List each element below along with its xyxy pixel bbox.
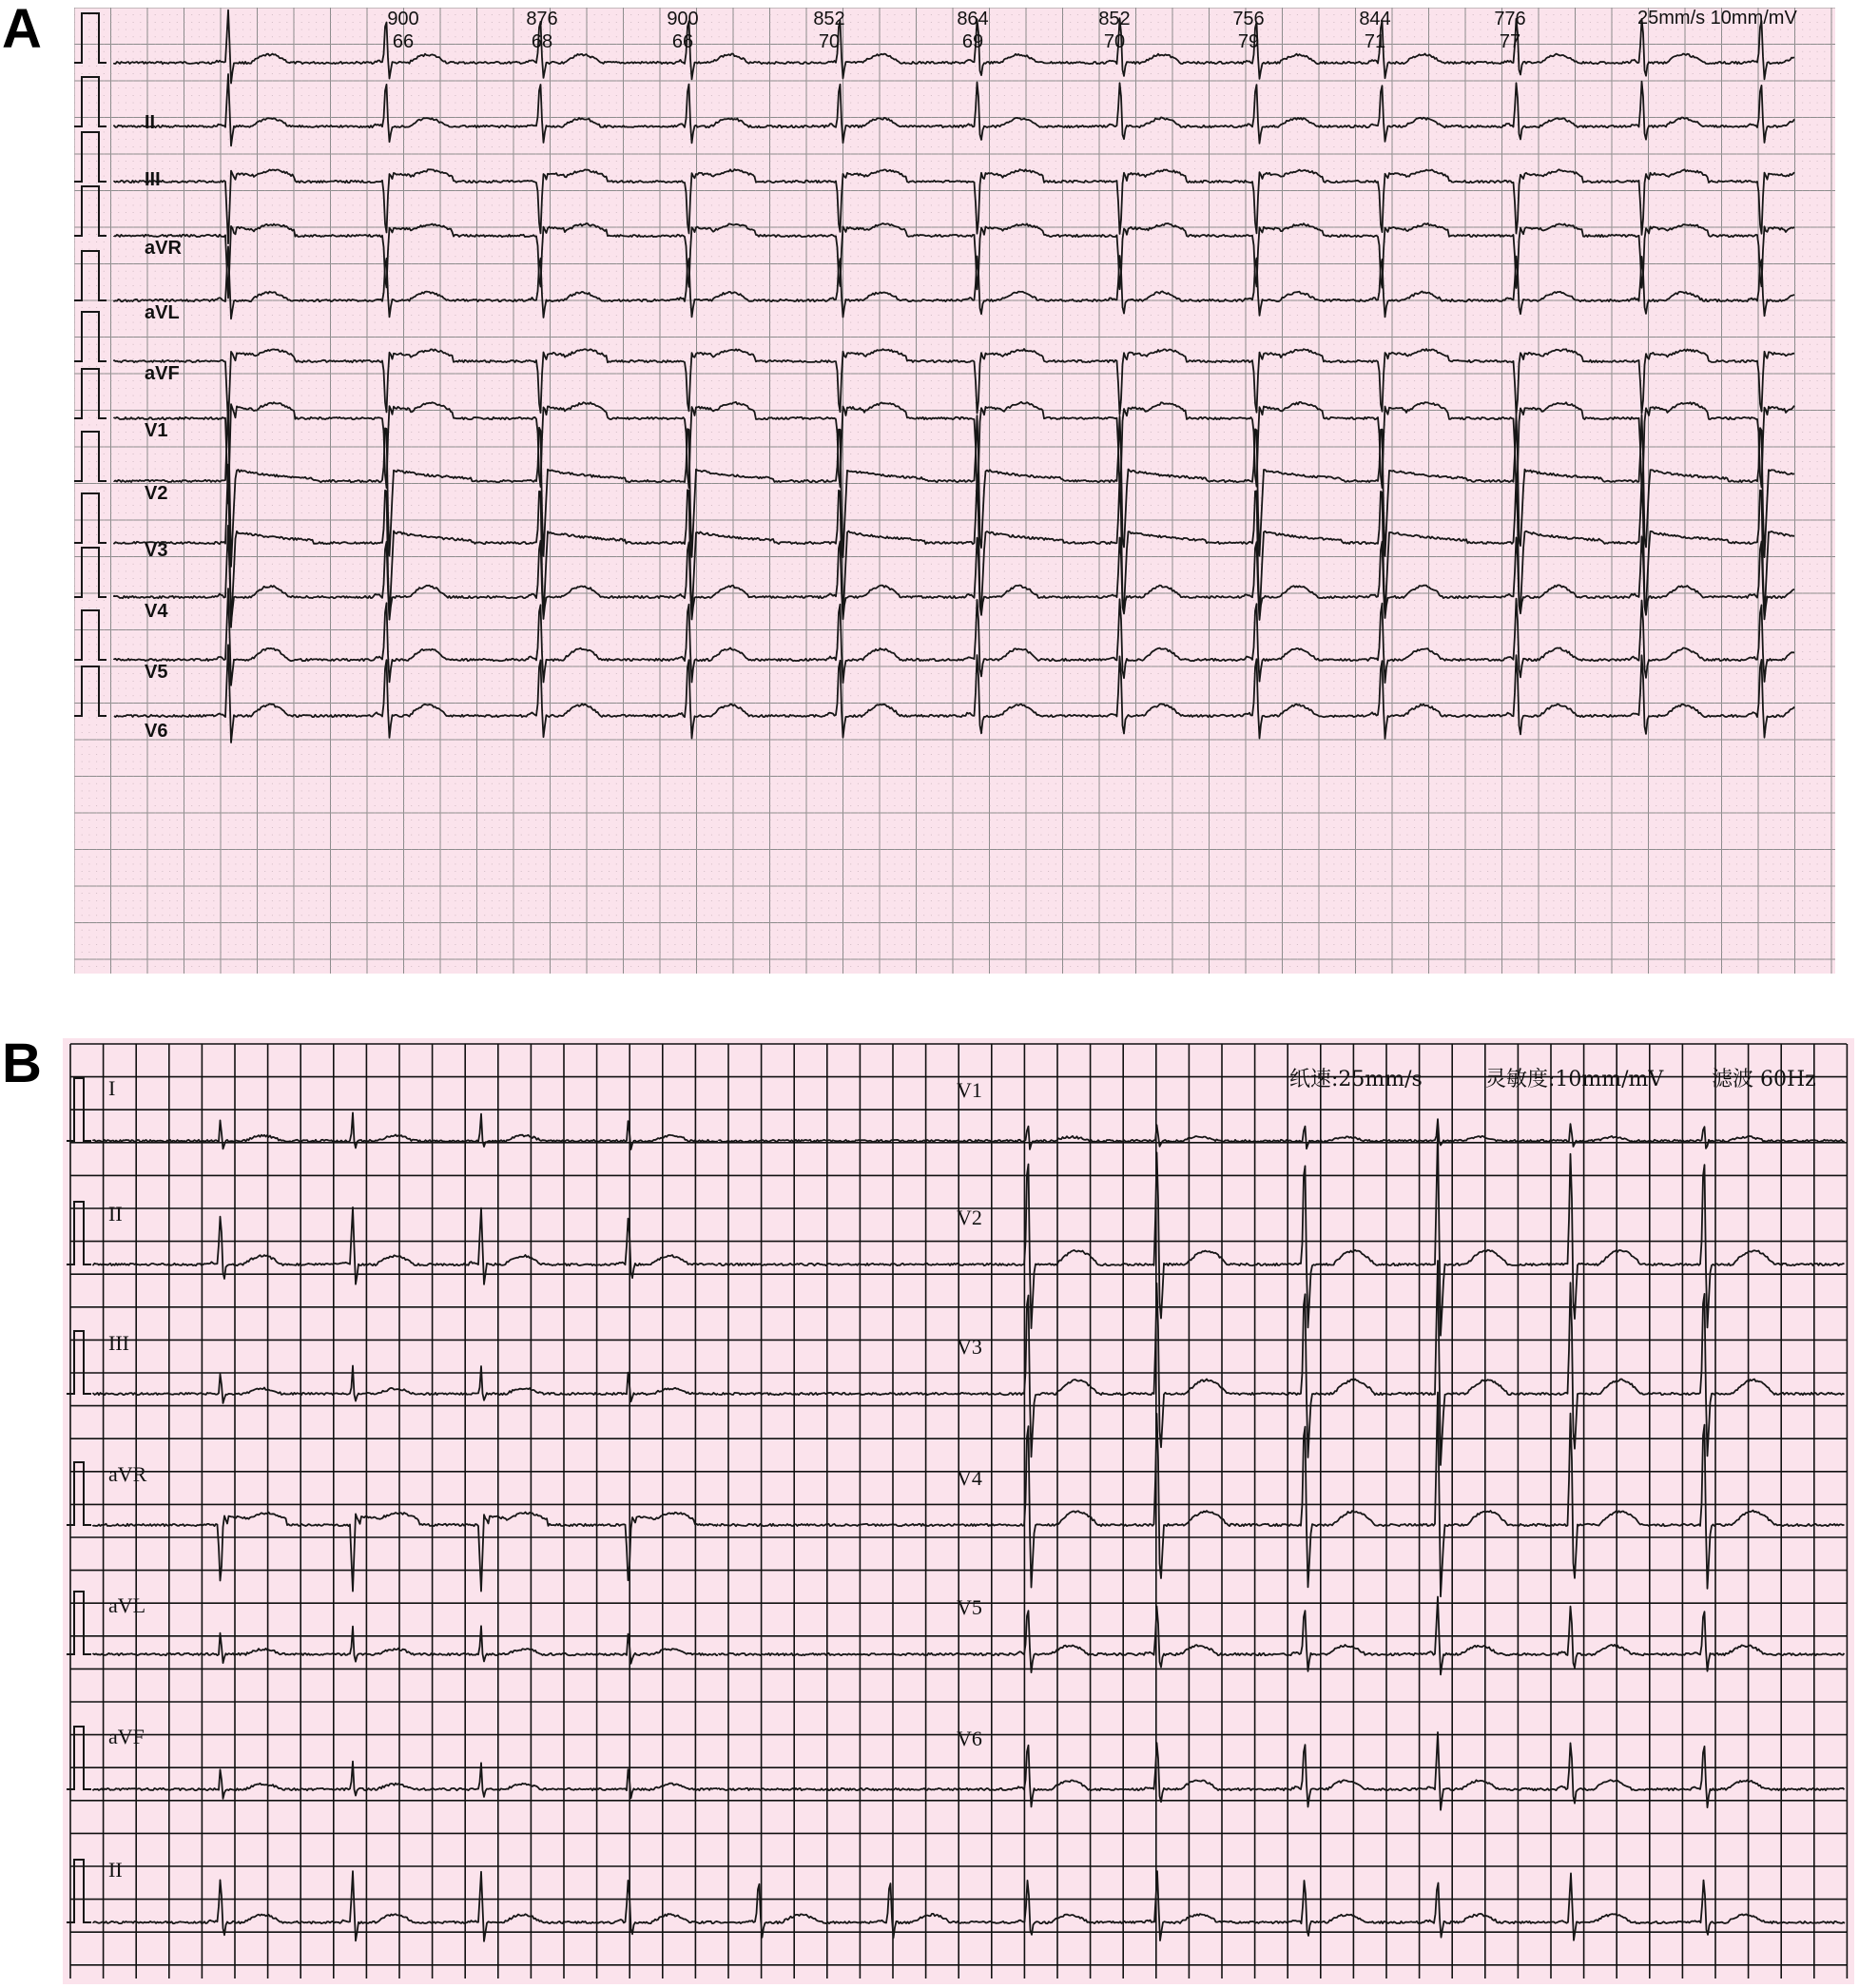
- ecg-trace-avr: [114, 223, 1794, 299]
- lead-label-b-v4: V4: [957, 1466, 982, 1490]
- rr-interval-ms: 852: [813, 9, 845, 29]
- ecg-trace-ii: [114, 74, 1794, 145]
- rr-interval-ms: 900: [387, 9, 419, 29]
- rr-interval-ms: 852: [1098, 9, 1131, 29]
- ecg-trace-b-i: [93, 1112, 718, 1149]
- ecg-panel-a-tracing: [74, 8, 1835, 974]
- calibration-pulse-i: [74, 13, 107, 63]
- lead-label-b-avr: aVR: [108, 1462, 147, 1486]
- ecg-trace-b-v4: [719, 1393, 1845, 1597]
- rr-interval-ms: 864: [957, 9, 989, 29]
- ecg-trace-b-avl: [93, 1626, 718, 1663]
- lead-label-v4: V4: [145, 601, 168, 622]
- lead-label-b-iii: III: [108, 1331, 129, 1355]
- heart-rate-bpm: 79: [1237, 31, 1260, 52]
- lead-label-v5: V5: [145, 662, 168, 683]
- lead-label-b-v5: V5: [957, 1595, 982, 1619]
- ecg-trace-avl: [114, 246, 1794, 318]
- ecg-panel-b: [63, 1038, 1854, 1984]
- lead-label-b-v6: V6: [957, 1727, 982, 1750]
- calibration-pulse-v3: [74, 493, 107, 543]
- ecg-trace-v5: [114, 589, 1794, 685]
- ecg-trace-b-ii: [93, 1207, 718, 1284]
- heart-rate-bpm: 70: [818, 31, 841, 52]
- lead-label-b-ii: II: [108, 1202, 123, 1226]
- calibration-pulse-iii: [74, 132, 107, 182]
- heart-rate-bpm: 66: [671, 31, 694, 52]
- paper-speed-label: 纸速:25mm/s: [1289, 1068, 1423, 1091]
- panel-b-letter: B: [2, 1033, 42, 1094]
- panel-a-letter: A: [2, 0, 42, 60]
- ecg-trace-v1: [114, 402, 1794, 504]
- calibration-pulse-v1: [74, 369, 107, 418]
- ecg-trace-iii: [114, 169, 1794, 243]
- lead-label-b-v3: V3: [957, 1335, 982, 1359]
- heart-rate-bpm: 77: [1499, 31, 1521, 52]
- calibration-pulse-v4: [74, 548, 107, 597]
- heart-rate-bpm: 70: [1103, 31, 1126, 52]
- ecg-grid-dots-a: [74, 15, 1835, 967]
- heart-rate-bpm: 66: [392, 31, 415, 52]
- lead-label-v6: V6: [145, 721, 168, 742]
- calibration-pulse-ii: [74, 77, 107, 126]
- heart-rate-bpm: 69: [961, 31, 984, 52]
- lead-label-b-v1: V1: [957, 1078, 982, 1102]
- ecg-panel-b-tracing: [63, 1038, 1854, 1984]
- calibration-pulse-avl: [74, 251, 107, 300]
- ecg-trace-b-rhythm-ii: [93, 1871, 1845, 1941]
- ecg-trace-b-iii: [93, 1366, 718, 1403]
- lead-label-v2: V2: [145, 483, 168, 504]
- rr-interval-ms: 776: [1494, 9, 1526, 29]
- lead-label-b-ii: II: [108, 1858, 123, 1882]
- lead-label-avf: aVF: [145, 363, 180, 384]
- ecg-panel-a: [74, 8, 1835, 974]
- calibration-pulse-avr: [74, 186, 107, 236]
- lead-label-b-v2: V2: [957, 1206, 982, 1229]
- lead-label-iii: III: [145, 169, 161, 190]
- ecg-grid-b: [70, 1044, 1847, 1978]
- panel-a-calibration-text: 25mm/s 10mm/mV: [1637, 8, 1797, 29]
- ecg-trace-v4: [114, 526, 1794, 624]
- rr-interval-ms: 844: [1359, 9, 1391, 29]
- ecg-trace-b-v1: [719, 1119, 1845, 1149]
- lead-label-avr: aVR: [145, 238, 182, 259]
- filter-label: 滤波 60Hz: [1712, 1068, 1816, 1091]
- ecg-trace-avf: [114, 349, 1794, 424]
- rr-interval-ms: 756: [1232, 9, 1265, 29]
- rr-interval-ms: 876: [526, 9, 558, 29]
- ecg-trace-b-avr: [93, 1513, 718, 1592]
- ecg-trace-v3: [114, 465, 1794, 627]
- calibration-pulse-v5: [74, 610, 107, 660]
- calibration-pulse-v2: [74, 432, 107, 481]
- lead-label-b-i: I: [108, 1076, 116, 1100]
- lead-label-v1: V1: [145, 420, 168, 441]
- calibration-pulse-v6: [74, 666, 107, 716]
- heart-rate-bpm: 68: [531, 31, 553, 52]
- lead-label-ii: II: [145, 112, 156, 133]
- rr-interval-ms: 900: [667, 9, 699, 29]
- sensitivity-label: 灵敏度:10mm/mV: [1485, 1068, 1664, 1091]
- lead-label-b-avl: aVL: [108, 1593, 146, 1617]
- lead-label-v3: V3: [145, 540, 168, 561]
- ecg-trace-b-v3: [719, 1261, 1845, 1465]
- ecg-trace-b-v2: [719, 1131, 1845, 1336]
- ecg-trace-b-v6: [719, 1732, 1845, 1810]
- lead-label-avl: aVL: [145, 302, 180, 323]
- lead-label-b-avf: aVF: [108, 1725, 145, 1748]
- heart-rate-bpm: 71: [1364, 31, 1386, 52]
